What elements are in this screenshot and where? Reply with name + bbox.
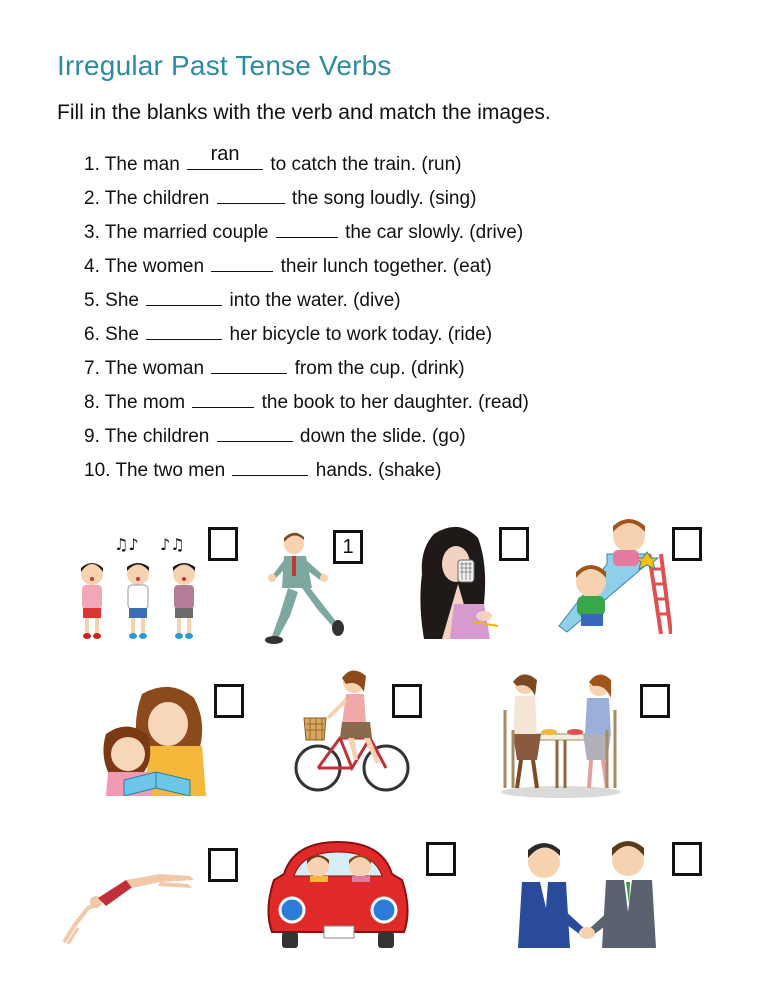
question-3: 3. The married couple the car slowly. (drive) — [84, 218, 529, 252]
worksheet-title: Irregular Past Tense Verbs — [57, 50, 392, 81]
question-2: 2. The children the song loudly. (sing) — [84, 184, 529, 218]
question-4: 4. The women their lunch together. (eat) — [84, 252, 529, 286]
question-9: 9. The children down the slide. (go) — [84, 422, 529, 456]
woman-drinking-icon — [414, 524, 500, 639]
match-box-car[interactable] — [426, 842, 456, 876]
women-eating-icon — [495, 670, 625, 798]
match-box-drinking[interactable] — [499, 527, 529, 561]
answer-blank-5[interactable] — [146, 287, 222, 306]
match-box-bicycle[interactable] — [392, 684, 422, 718]
match-box-reading[interactable] — [214, 684, 244, 718]
answer-blank-7[interactable] — [211, 355, 287, 374]
match-box-slide[interactable] — [672, 527, 702, 561]
question-10: 10. The two men hands. (shake) — [84, 456, 529, 490]
singing-children-icon — [72, 528, 207, 648]
svg-text:♫♪: ♫♪ — [114, 535, 139, 554]
answer-blank-3[interactable] — [276, 219, 338, 238]
question-6: 6. She her bicycle to work today. (ride) — [84, 320, 529, 354]
worksheet-instructions: Fill in the blanks with the verb and match the images. — [57, 101, 551, 124]
answer-blank-10[interactable] — [232, 457, 308, 476]
children-slide-icon — [557, 514, 672, 639]
answer-blank-1[interactable]: ran — [187, 151, 263, 170]
question-list — [84, 143, 529, 490]
match-box-eating[interactable] — [640, 684, 670, 718]
question-5: 5. She into the water. (dive) — [84, 286, 529, 320]
woman-diving-icon — [60, 862, 198, 946]
svg-text:♪♫: ♪♫ — [160, 535, 185, 554]
answer-blank-8[interactable] — [192, 389, 254, 408]
couple-car-icon — [264, 840, 412, 952]
question-7: 7. The woman from the cup. (drink) — [84, 354, 529, 388]
match-box-diving[interactable] — [208, 848, 238, 882]
match-box-handshake[interactable] — [672, 842, 702, 876]
answer-blank-6[interactable] — [146, 321, 222, 340]
answer-blank-9[interactable] — [217, 423, 293, 442]
answer-blank-4[interactable] — [211, 253, 273, 272]
men-handshake-icon — [516, 838, 658, 948]
question-1: 1. The man ran to catch the train. (run) — [84, 143, 462, 175]
question-8: 8. The mom the book to her daughter. (read) — [84, 388, 529, 422]
match-box-singing[interactable] — [208, 527, 238, 561]
answer-blank-2[interactable] — [217, 185, 285, 204]
mom-reading-icon — [98, 684, 210, 796]
match-box-running[interactable]: 1 — [333, 530, 363, 564]
